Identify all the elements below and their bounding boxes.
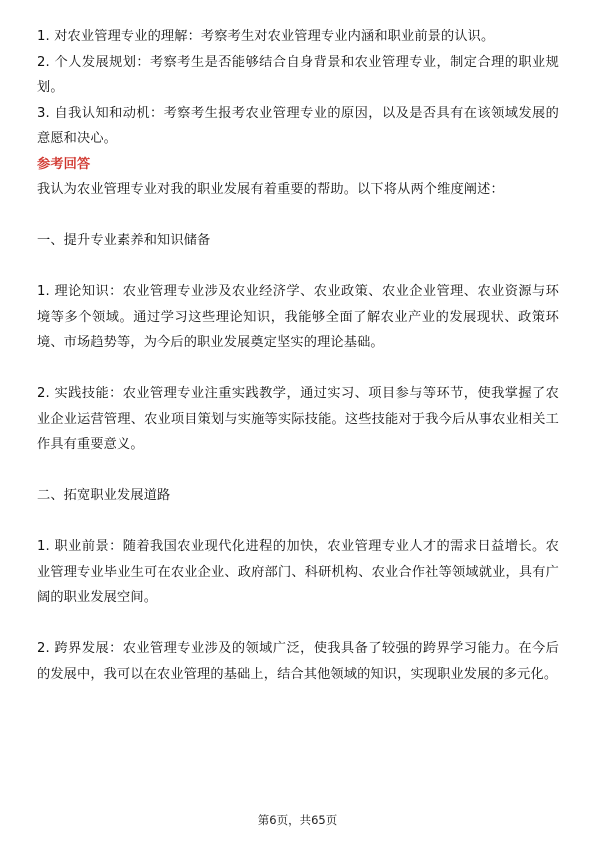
spacer bbox=[37, 356, 559, 382]
spacer bbox=[37, 203, 559, 229]
spacer bbox=[37, 509, 559, 535]
section-1-point-2: 2. 实践技能：农业管理专业注重实践教学，通过实习、项目参与等环节，使我掌握了农业企业运营管理、农业项目策划与实施等实际技能。这些技能对于我今后从事农业相关工作具有重要意义。 bbox=[37, 386, 559, 452]
section-1-point-1: 1. 理论知识：农业管理专业涉及农业经济学、农业政策、农业企业管理、农业资源与环境等多个领域。通过学习这些理论知识，我能够全面了解农业产业的发展现状、政策环境、市场趋势等，为今后的职业发展奠定坚实的理论基础。 bbox=[37, 284, 559, 350]
section-2-title: 二、拓宽职业发展道路 bbox=[37, 488, 171, 503]
section-2-point-2: 2. 跨界发展：农业管理专业涉及的领域广泛，使我具备了较强的跨界学习能力。在今后的发展中，我可以在农业管理的基础上，结合其他领域的知识，实现职业发展的多元化。 bbox=[37, 641, 559, 682]
intro-point-2: 2. 个人发展规划：考察考生是否能够结合自身背景和农业管理专业，制定合理的职业规划。 bbox=[37, 54, 559, 95]
reference-answer-heading: 参考回答 bbox=[37, 156, 91, 172]
intro-point-1: 1. 对农业管理专业的理解：考察考生对农业管理专业内涵和职业前景的认识。 bbox=[37, 29, 495, 44]
page-content bbox=[37, 24, 559, 687]
answer-opening: 我认为农业管理专业对我的职业发展有着重要的帮助。以下将从两个维度阐述： bbox=[37, 182, 504, 197]
intro-point-3: 3. 自我认知和动机：考察考生报考农业管理专业的原因，以及是否具有在该领域发展的意愿和决心。 bbox=[37, 105, 559, 146]
section-2-point-1: 1. 职业前景：随着我国农业现代化进程的加快，农业管理专业人才的需求日益增长。农业管理专业毕业生可在农业企业、政府部门、科研机构、农业合作社等领域就业，具有广阔的职业发展空间。 bbox=[37, 539, 559, 605]
spacer bbox=[37, 254, 559, 280]
page-footer bbox=[0, 812, 595, 828]
section-1-title: 一、提升专业素养和知识储备 bbox=[37, 233, 211, 248]
spacer bbox=[37, 458, 559, 484]
spacer bbox=[37, 611, 559, 637]
page-number-label: 第6页，共65页 bbox=[257, 813, 338, 827]
